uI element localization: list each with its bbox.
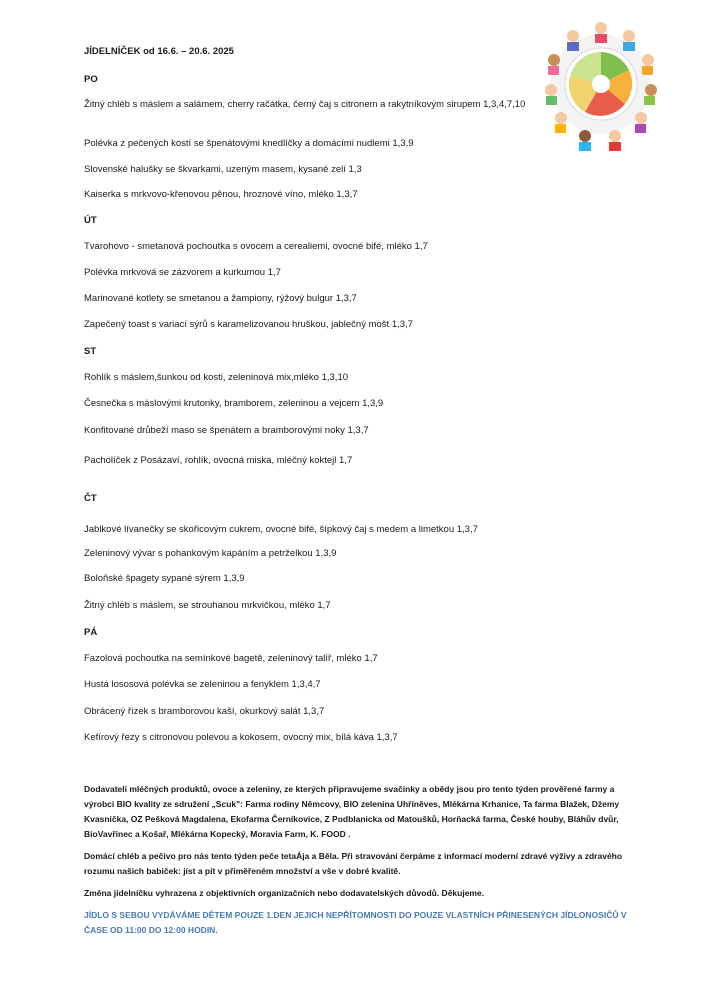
menu-item: Fazolová pochoutka na semínkové bagetě, zeleninový talíř, mléko 1,7 <box>84 653 378 664</box>
menu-item: Kefírový řezy s citronovou polevou a kokosem, ovocný mix, bílá káva 1,3,7 <box>84 732 398 743</box>
day-heading-friday: PÁ <box>84 627 98 638</box>
menu-item: Kaiserka s mrkvovo-křenovou pěnou, hroznové víno, mléko 1,3,7 <box>84 189 358 200</box>
menu-item: Rohlík s máslem,šunkou od kosti, zeleninová mix,mléko 1,3,10 <box>84 372 349 383</box>
menu-item: Konfitované drůbeží maso se špenátem a bramborovými noky 1,3,7 <box>84 425 369 436</box>
menu-item: Tvarohovo - smetanová pochoutka s ovocem a cerealiemi, ovocné bifé, mléko 1,7 <box>84 241 428 252</box>
day-heading-thursday: ČT <box>84 493 97 504</box>
bread-note: Domácí chléb a pečivo pro nás tento týden peče tetaÁja a Běla. Při stravování čerpáme z informací moderní zdravé výživy a zdravého rozumu našich babiček: jíst a pít v přiměřeném množství a vše v dobré kvalitě. <box>84 851 623 876</box>
children-food-plate-logo <box>545 14 657 156</box>
day-heading-wednesday: ST <box>84 346 97 357</box>
menu-item: Žitný chléb s máslem a salámem, cherry račátka, černý čaj s citronem a rakytníkovým sirupem 1,3,4,7,10 <box>84 99 526 110</box>
menu-item: Žitný chléb s máslem, se strouhanou mrkvičkou, mléko 1,7 <box>84 600 331 611</box>
day-heading-monday: PO <box>84 74 98 85</box>
menu-item: Pacholíček z Posázaví, rohlík, ovocná miska, mléčný koktejl 1,7 <box>84 455 353 466</box>
menu-item: Boloňské špagety sypané sýrem 1,3,9 <box>84 573 245 584</box>
menu-change-note: Změna jídelníčku vyhrazena z objektivních organizačních nebo dodavatelských důvodů. Děkujeme. <box>84 888 485 898</box>
menu-item: Zapečený toast s variací sýrů s karamelizovanou hruškou, jablečný mošt 1,3,7 <box>84 319 413 330</box>
menu-item: Obrácený řízek s bramborovou kaší, okurkový salát 1,3,7 <box>84 706 325 717</box>
menu-item: Polévka mrkvová se zázvorem a kurkumou 1,7 <box>84 267 281 278</box>
menu-item: Zeleninový vývar s pohankovým kapáním a petrželkou 1,3,9 <box>84 548 337 559</box>
suppliers-note: Dodavateli mléčných produktů, ovoce a zeleniny, ze kterých připravujeme svačinky a obědy jsou pro tento týden prověřené farmy a výrobci BIO kvality ze sdružení „Scuk": Farma rodiny Němcovy, BIO zelenina Uhříněves, Mlékárna Krhanice, Ta farma Blažek, Džemy Kvasnička, OZ Pešková Magdalena, Ekofarma Černíkovice, Z Podblanicka od Matoušků, Horňacká farma, České houby, Bláhův dvůr, BioVavřinec a Košař, Mlékárna Kopecký, Moravia Farm, K. FOOD . <box>84 784 620 839</box>
menu-item: Hustá lososová polévka se zeleninou a fenyklem 1,3,4,7 <box>84 679 321 690</box>
menu-item: Jablkové lívanečky se skořicovým cukrem, ovocné bifé, šípkový čaj s medem a limetkou 1,3,7 <box>84 524 478 535</box>
menu-title: JÍDELNÍČEK od 16.6. – 20.6. 2025 <box>84 46 234 57</box>
menu-item: Polévka z pečených kostí se špenátovými knedlíčky a domácími nudlemi 1,3,9 <box>84 138 414 149</box>
menu-item: Slovenské halušky se škvarkami, uzeným masem, kysané zelí 1,3 <box>84 164 362 175</box>
menu-item: Marinované kotlety se smetanou a žampiony, rýžový bulgur 1,3,7 <box>84 293 357 304</box>
day-heading-tuesday: ÚT <box>84 215 97 226</box>
takeaway-notice: JÍDLO S SEBOU VYDÁVÁME DĚTEM POUZE 1.DEN JEJICH NEPŘÍTOMNOSTI DO POUZE VLASTNÍCH PŘINESENÝCH JÍDLONOSIČŮ V ČASE OD 11:00 DO 12:00 HODIN. <box>84 910 627 935</box>
menu-item: Česnečka s máslovými krutonky, bramborem, zeleninou a vejcem 1,3,9 <box>84 398 384 409</box>
